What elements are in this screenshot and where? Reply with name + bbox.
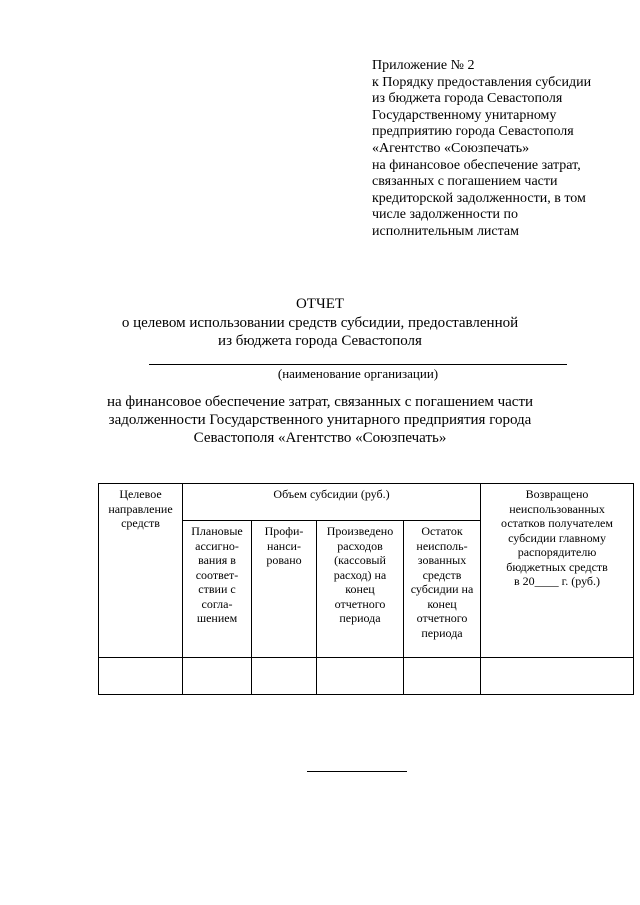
- header-remainder: Остаток неисполь- зованных средств субсидии на конец отчетного периода: [404, 521, 481, 658]
- appendix-line: числе задолженности по: [372, 207, 518, 223]
- header-target-direction: Целевое направление средств: [99, 484, 183, 658]
- appendix-note: [372, 58, 634, 241]
- appendix-line: кредиторской задолженности, в том: [372, 190, 586, 206]
- purpose-line: на финансовое обеспечение затрат, связанных с погашением части: [106, 394, 534, 410]
- table-cell: [252, 658, 317, 695]
- table-header-row: [99, 484, 634, 521]
- table-cell: [404, 658, 481, 695]
- appendix-line: предприятию города Севастополя: [372, 124, 574, 140]
- table-cell: [183, 658, 252, 695]
- table-row: [99, 658, 634, 695]
- appendix-line: на финансовое обеспечение затрат,: [372, 157, 581, 173]
- header-returned-amount: Возвращено неиспользованных остатков получателем субсидии главному распорядителю бюджетных средств в 20____ г. (руб.): [481, 484, 634, 658]
- header-spent: Произведено расходов (кассовый расход) на конец отчетного периода: [317, 521, 404, 658]
- subsidy-report-table: [98, 483, 634, 695]
- purpose-line: задолженности Государственного унитарного предприятия города: [108, 412, 532, 428]
- appendix-line: Государственному унитарному: [372, 107, 557, 123]
- table-cell: [99, 658, 183, 695]
- appendix-line: Приложение № 2: [372, 58, 475, 73]
- footer-divider: [307, 771, 407, 772]
- appendix-line: «Агентство «Союзпечать»: [372, 140, 530, 156]
- purpose-line: Севастополя «Агентство «Союзпечать»: [193, 430, 447, 446]
- header-subsidy-volume: Объем субсидии (руб.): [183, 484, 481, 521]
- appendix-line: связанных с погашением части: [372, 174, 558, 190]
- header-financed: Профи- нанси- ровано: [252, 521, 317, 658]
- report-title: ОТЧЕТ: [295, 296, 345, 312]
- header-planned-allocations: Плановые ассигно- вания в соответ- ствии с согла- шением: [183, 521, 252, 658]
- organization-name-field: [149, 364, 567, 365]
- appendix-line: к Порядку предоставления субсидии: [372, 74, 592, 90]
- report-purpose: [0, 393, 640, 447]
- organization-name-caption: (наименование организации): [277, 366, 439, 381]
- report-subtitle-line-2: из бюджета города Севастополя: [218, 333, 422, 349]
- appendix-line: из бюджета города Севастополя: [372, 91, 563, 107]
- appendix-line: исполнительным листам: [372, 223, 519, 239]
- table-cell: [317, 658, 404, 695]
- report-subtitle-line-1: о целевом использовании средств субсидии, предоставленной: [121, 315, 519, 331]
- table-cell: [481, 658, 634, 695]
